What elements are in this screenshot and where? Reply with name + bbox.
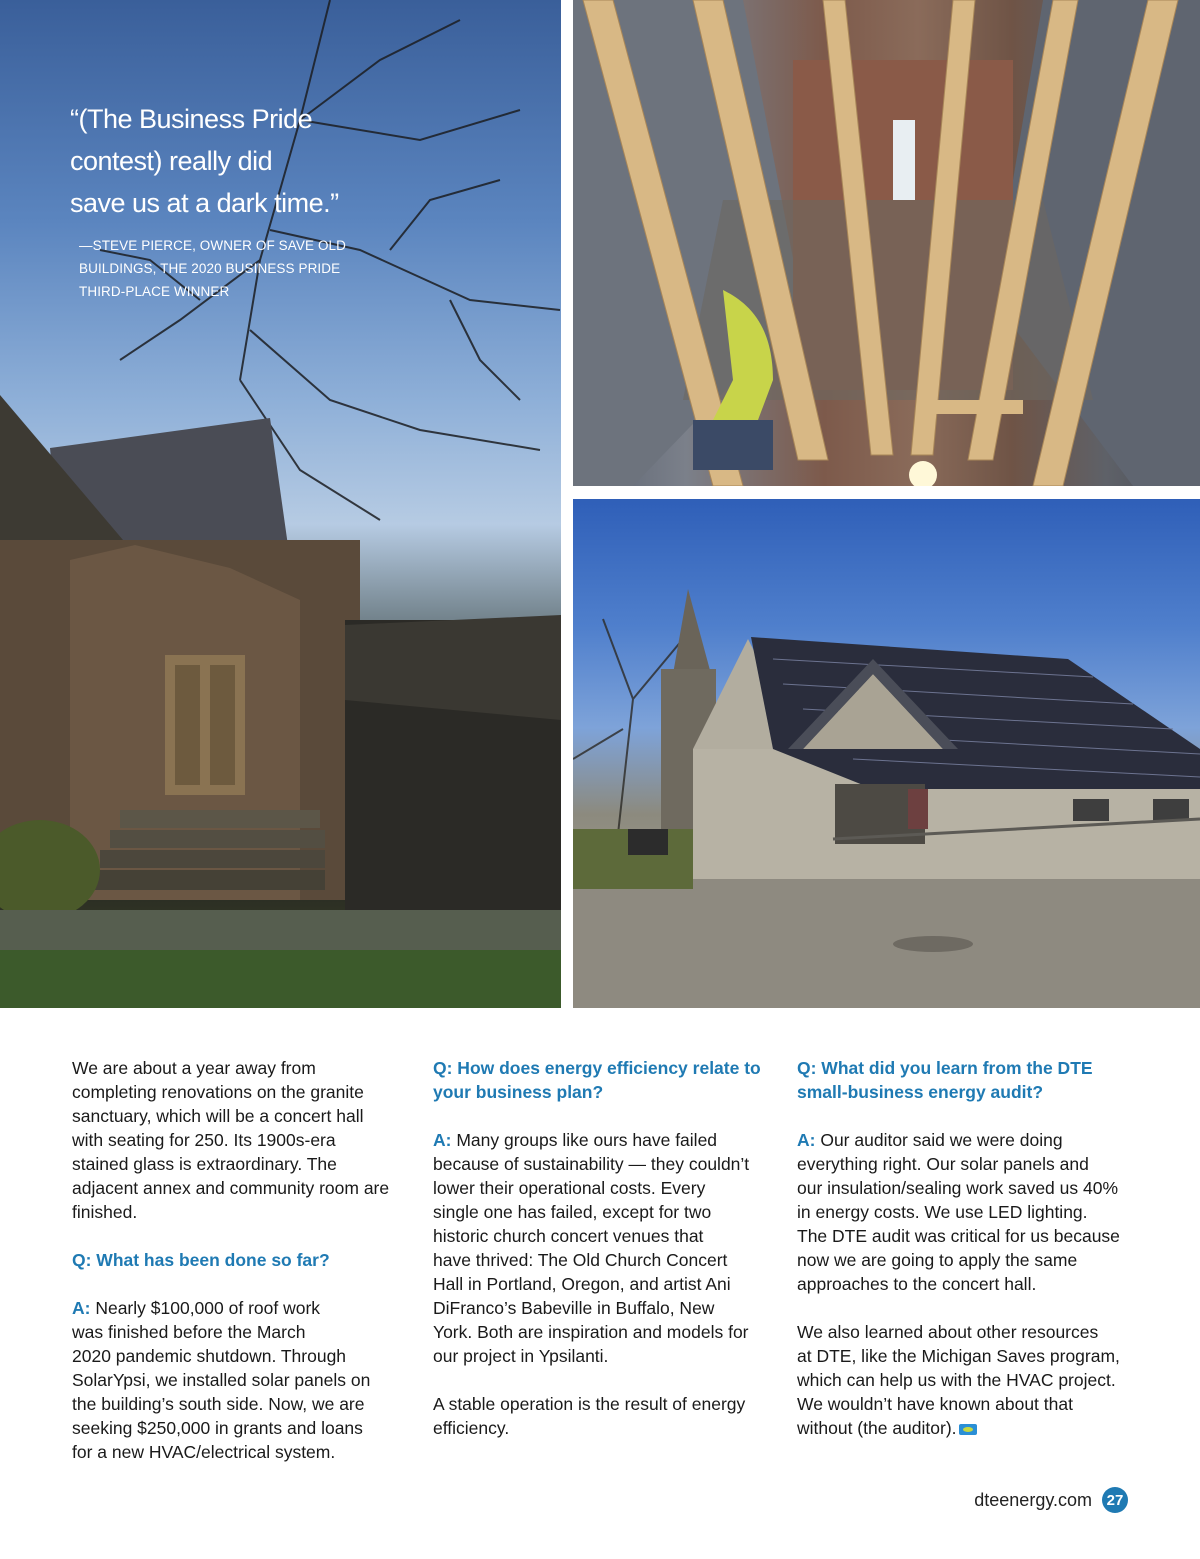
answer-3-text: Our auditor said we were doing everything right. Our solar panels and our insulation/sealing work saved us 40% in energy costs. We use LED lighting. The DTE audit was critical for us because now we are going to apply the same approaches to the concert hall. xyxy=(797,1130,1120,1294)
pull-quote: “(The Business Pride contest) really did save us at a dark time.” xyxy=(70,104,339,218)
stable-operation-paragraph: A stable operation is the result of energy efficiency. xyxy=(433,1394,746,1438)
footer-website: dteenergy.com xyxy=(974,1489,1092,1510)
answer-1-text: Nearly $100,000 of roof work was finished before the March 2020 pandemic shutdown. Through SolarYpsi, we installed solar panels on the building’s south side. Now, we are seeking $250,000 in grants and loans for a new HVAC/electrical system. xyxy=(72,1298,371,1462)
solar-office-photo xyxy=(573,499,1200,1008)
dte-logo-icon xyxy=(959,1424,977,1435)
resources-text: We also learned about other resources at DTE, like the Michigan Saves program, which can help us with the HVAC project. We wouldn’t have known about that without (the auditor). xyxy=(797,1322,1120,1438)
answer-label: A: xyxy=(433,1130,452,1150)
intro-paragraph: We are about a year away from completing renovations on the granite sanctuary, which will be a concert hall with seating for 250. Its 1900s-era stained glass is extraordinary. The adjacent annex and community room are finished. xyxy=(72,1058,390,1222)
article-column-1 xyxy=(72,1056,407,1488)
answer-2 xyxy=(433,1128,773,1368)
tower-interior-photo xyxy=(573,0,1200,486)
answer-2-text: Many groups like ours have failed because of sustainability — they couldn’t lower their operational costs. Every single one has failed, except for two historic church concert venues that have thrived: The Old Church Concert Hall in Portland, Oregon, and artist Ani DiFranco’s Babeville in Buffalo, New York. Both are inspiration and models for our project in Ypsilanti. xyxy=(433,1130,750,1366)
answer-label: A: xyxy=(72,1298,91,1318)
question-2: Q: How does energy efficiency relate to your business plan? xyxy=(433,1058,761,1102)
resources-paragraph xyxy=(797,1320,1137,1440)
page-footer xyxy=(974,1487,1128,1513)
answer-3 xyxy=(797,1128,1137,1296)
article-column-2 xyxy=(433,1056,773,1464)
answer-1 xyxy=(72,1296,407,1464)
church-exterior-photo xyxy=(0,0,561,1008)
answer-label: A: xyxy=(797,1130,816,1150)
article-column-3 xyxy=(797,1056,1137,1464)
quote-attribution: —STEVE PIERCE, OWNER OF SAVE OLD BUILDINGS, THE 2020 BUSINESS PRIDE THIRD-PLACE WINNER xyxy=(79,238,346,299)
question-3: Q: What did you learn from the DTE small-business energy audit? xyxy=(797,1058,1093,1102)
page-number: 27 xyxy=(1102,1487,1128,1513)
question-1: Q: What has been done so far? xyxy=(72,1250,330,1270)
